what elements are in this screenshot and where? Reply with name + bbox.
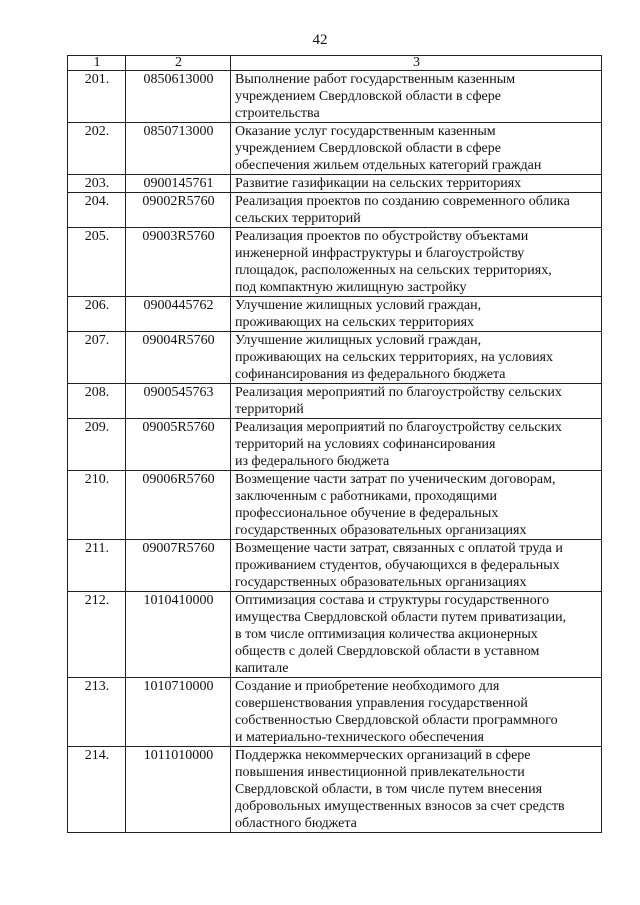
description <box>231 678 602 747</box>
budget-code: 09006R5760 <box>126 471 231 540</box>
table-header-row <box>68 56 602 71</box>
table-row <box>68 678 602 747</box>
table-row <box>68 471 602 540</box>
budget-code: 09004R5760 <box>126 332 231 384</box>
budget-code: 0850613000 <box>126 71 231 123</box>
description <box>231 540 602 592</box>
table-row <box>68 175 602 193</box>
table-row <box>68 747 602 833</box>
row-number: 214. <box>68 747 126 833</box>
row-number: 211. <box>68 540 126 592</box>
row-number: 213. <box>68 678 126 747</box>
description-line: площадок, расположенных на сельских территориях, <box>235 263 552 278</box>
description <box>231 228 602 297</box>
description-line: и материально-технического обеспечения <box>235 730 484 745</box>
description-line: Выполнение работ государственным казенным <box>235 72 516 87</box>
row-number: 203. <box>68 175 126 193</box>
description-line: Поддержка некоммерческих организаций в сфере <box>235 748 531 763</box>
table-row <box>68 123 602 175</box>
description-line: софинансирования из федерального бюджета <box>235 367 506 382</box>
description-line: обеспечения жильем отдельных категорий граждан <box>235 158 542 173</box>
budget-code: 09002R5760 <box>126 193 231 228</box>
column-header-3: 3 <box>231 56 602 71</box>
budget-code: 09003R5760 <box>126 228 231 297</box>
description <box>231 384 602 419</box>
description-line: Реализация мероприятий по благоустройству сельских <box>235 385 562 400</box>
description-line: добровольных имущественных взносов за счет средств <box>235 799 565 814</box>
description-line: сельских территорий <box>235 211 361 226</box>
description-line: профессиональное обучение в федеральных <box>235 506 499 521</box>
description-line: под компактную жилищную застройку <box>235 280 467 295</box>
description-line: проживающих на сельских территориях, на условиях <box>235 350 554 365</box>
row-number: 204. <box>68 193 126 228</box>
description-line: проживающих на сельских территориях <box>235 315 475 330</box>
description-line: повышения инвестиционной привлекательности <box>235 765 525 780</box>
description-line: Оптимизация состава и структуры государственного <box>235 593 550 608</box>
table-row <box>68 419 602 471</box>
row-number: 205. <box>68 228 126 297</box>
budget-code: 0900545763 <box>126 384 231 419</box>
row-number: 208. <box>68 384 126 419</box>
table-row <box>68 71 602 123</box>
table-row <box>68 228 602 297</box>
description-line: инженерной инфраструктуры и благоустройству <box>235 246 525 261</box>
description-line: имущества Свердловской области путем приватизации, <box>235 610 567 625</box>
budget-code: 1010710000 <box>126 678 231 747</box>
budget-code: 0900145761 <box>126 175 231 193</box>
budget-code: 0900445762 <box>126 297 231 332</box>
row-number: 206. <box>68 297 126 332</box>
description <box>231 175 602 193</box>
description-line: Возмещение части затрат, связанных с оплатой труда и <box>235 541 563 556</box>
row-number: 207. <box>68 332 126 384</box>
row-number: 201. <box>68 71 126 123</box>
description <box>231 71 602 123</box>
description-line: Реализация проектов по созданию современного облика <box>235 194 570 209</box>
table-row <box>68 193 602 228</box>
table-body <box>68 71 602 833</box>
description-line: проживанием студентов, обучающихся в федеральных <box>235 558 560 573</box>
description <box>231 592 602 678</box>
description-line: Создание и приобретение необходимого для <box>235 679 500 694</box>
description-line: совершенствования управления государственной <box>235 696 528 711</box>
description-line: Возмещение части затрат по ученическим договорам, <box>235 472 556 487</box>
budget-code: 09007R5760 <box>126 540 231 592</box>
budget-code: 0850713000 <box>126 123 231 175</box>
page-number: 42 <box>312 32 328 48</box>
column-header-2: 2 <box>126 56 231 71</box>
description-line: государственных образовательных организациях <box>235 575 527 590</box>
description-line: Реализация проектов по обустройству объектами <box>235 229 529 244</box>
budget-code: 1011010000 <box>126 747 231 833</box>
budget-code: 09005R5760 <box>126 419 231 471</box>
budget-code: 1010410000 <box>126 592 231 678</box>
description-line: учреждением Свердловской области в сфере <box>235 141 501 156</box>
description-line: Улучшение жилищных условий граждан, <box>235 333 482 348</box>
row-number: 210. <box>68 471 126 540</box>
description <box>231 297 602 332</box>
description-line: Улучшение жилищных условий граждан, <box>235 298 482 313</box>
table-row <box>68 384 602 419</box>
description-line: заключенным с работниками, проходящими <box>235 489 497 504</box>
description <box>231 471 602 540</box>
table-row <box>68 540 602 592</box>
description-line: учреждением Свердловской области в сфере <box>235 89 501 104</box>
description-line: территорий <box>235 402 304 417</box>
description-line: в том числе оптимизация количества акционерных <box>235 627 538 642</box>
description-line: обществ с долей Свердловской области в уставном <box>235 644 540 659</box>
table-row <box>68 592 602 678</box>
row-number: 209. <box>68 419 126 471</box>
description <box>231 193 602 228</box>
table-row <box>68 332 602 384</box>
description <box>231 419 602 471</box>
table-row <box>68 297 602 332</box>
description-line: государственных образовательных организациях <box>235 523 527 538</box>
budget-table <box>67 55 602 833</box>
description-line: капитале <box>235 661 289 676</box>
description-line: собственностью Свердловской области программного <box>235 713 558 728</box>
description-line: Развитие газификации на сельских территориях <box>235 176 522 191</box>
description-line: областного бюджета <box>235 816 357 831</box>
description <box>231 747 602 833</box>
description-line: Оказание услуг государственным казенным <box>235 124 496 139</box>
description-line: из федерального бюджета <box>235 454 390 469</box>
description <box>231 332 602 384</box>
description-line: территорий на условиях софинансирования <box>235 437 496 452</box>
description-line: Свердловской области, в том числе путем внесения <box>235 782 543 797</box>
row-number: 202. <box>68 123 126 175</box>
description <box>231 123 602 175</box>
description-line: Реализация мероприятий по благоустройству сельских <box>235 420 562 435</box>
row-number: 212. <box>68 592 126 678</box>
description-line: строительства <box>235 106 320 121</box>
column-header-1: 1 <box>68 56 126 71</box>
